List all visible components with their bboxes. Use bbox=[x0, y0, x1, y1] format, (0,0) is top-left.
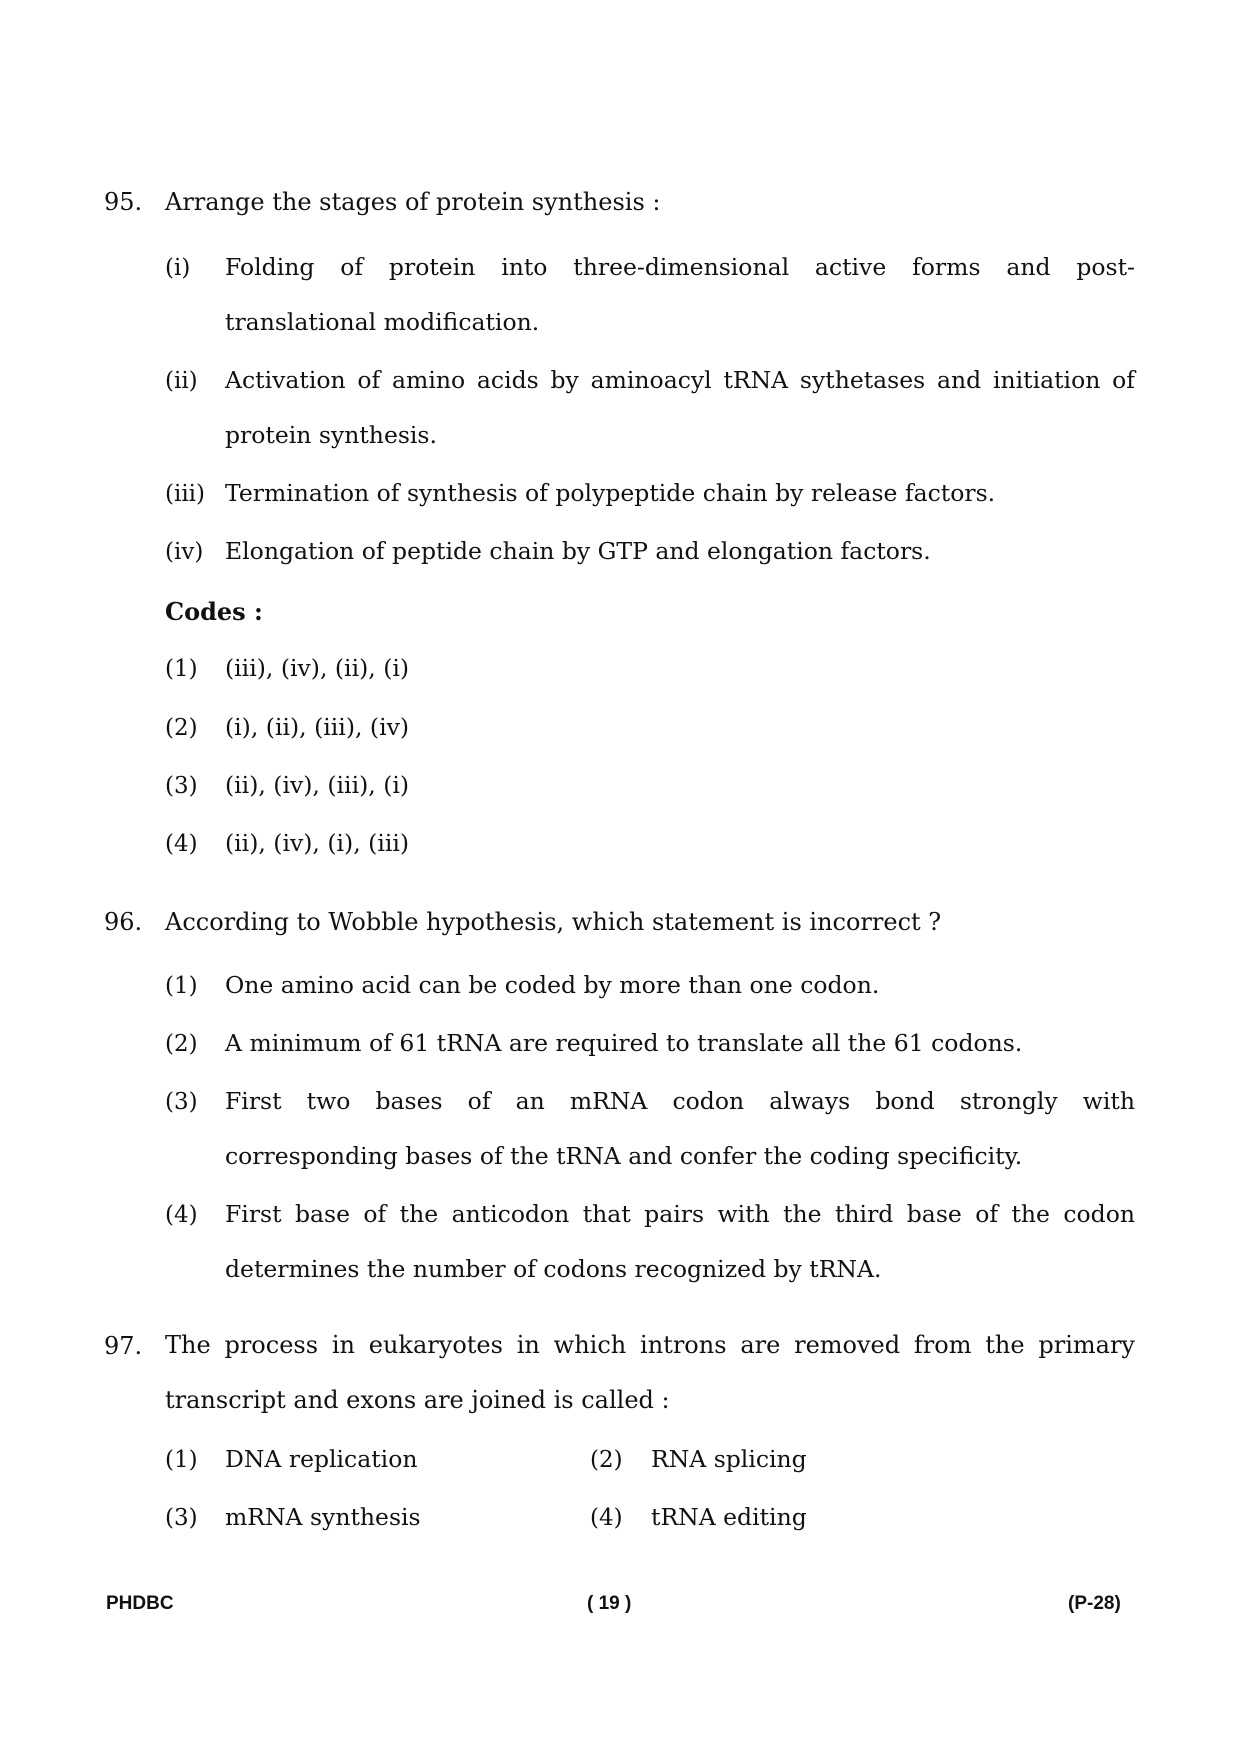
item-label: (iv) bbox=[165, 539, 204, 565]
item-label: (iii) bbox=[165, 481, 206, 507]
option-text: (i), (ii), (iii), (iv) bbox=[225, 713, 410, 741]
option-text: DNA replication bbox=[225, 1445, 418, 1473]
question-text: According to Wobble hypothesis, which statement is incorrect ? bbox=[165, 908, 942, 936]
question-number: 95. bbox=[104, 188, 143, 216]
paper-code: PHDBC bbox=[106, 1593, 174, 1614]
option-label: (2) bbox=[165, 715, 198, 741]
page-number: ( 19 ) bbox=[587, 1593, 632, 1614]
option-label: (3) bbox=[165, 773, 198, 799]
option-label: (3) bbox=[165, 1089, 198, 1115]
option-label: (1) bbox=[165, 973, 198, 999]
option-label: (4) bbox=[165, 1202, 198, 1228]
item-text: Activation of amino acids by aminoacyl tRNA sythetases and initiation of protein synthesis. bbox=[225, 366, 1135, 449]
option-text: First two bases of an mRNA codon always bond strongly with corresponding bases of the tRNA and confer the coding specificity. bbox=[225, 1087, 1135, 1170]
question-text: Arrange the stages of protein synthesis : bbox=[165, 188, 661, 216]
question-text: The process in eukaryotes in which introns are removed from the primary transcript and exons are joined is called : bbox=[165, 1331, 1135, 1414]
option-text: mRNA synthesis bbox=[225, 1503, 421, 1531]
option-label: (1) bbox=[165, 1447, 198, 1473]
set-code: (P-28) bbox=[1068, 1593, 1121, 1614]
option-text: (iii), (iv), (ii), (i) bbox=[225, 654, 410, 682]
codes-heading: Codes : bbox=[165, 597, 263, 626]
item-text: Elongation of peptide chain by GTP and elongation factors. bbox=[225, 537, 931, 565]
option-text: First base of the anticodon that pairs with the third base of the codon determines the number of codons recognized by tRNA. bbox=[225, 1200, 1135, 1283]
item-label: (ii) bbox=[165, 368, 198, 394]
option-text: tRNA editing bbox=[651, 1503, 807, 1531]
option-text: (ii), (iv), (i), (iii) bbox=[225, 829, 410, 857]
item-text: Folding of protein into three-dimensional active forms and post-translational modification. bbox=[225, 253, 1135, 336]
option-label: (2) bbox=[165, 1031, 198, 1057]
option-label: (1) bbox=[165, 656, 198, 682]
option-label: (2) bbox=[590, 1447, 623, 1473]
option-label: (4) bbox=[590, 1505, 623, 1531]
option-label: (3) bbox=[165, 1505, 198, 1531]
option-text: RNA splicing bbox=[651, 1445, 807, 1473]
item-text: Termination of synthesis of polypeptide chain by release factors. bbox=[225, 479, 996, 507]
option-text: (ii), (iv), (iii), (i) bbox=[225, 771, 410, 799]
option-text: A minimum of 61 tRNA are required to translate all the 61 codons. bbox=[225, 1029, 1023, 1057]
question-number: 97. bbox=[104, 1332, 143, 1360]
item-label: (i) bbox=[165, 255, 191, 281]
option-text: One amino acid can be coded by more than one codon. bbox=[225, 971, 880, 999]
option-label: (4) bbox=[165, 831, 198, 857]
question-number: 96. bbox=[104, 908, 143, 936]
